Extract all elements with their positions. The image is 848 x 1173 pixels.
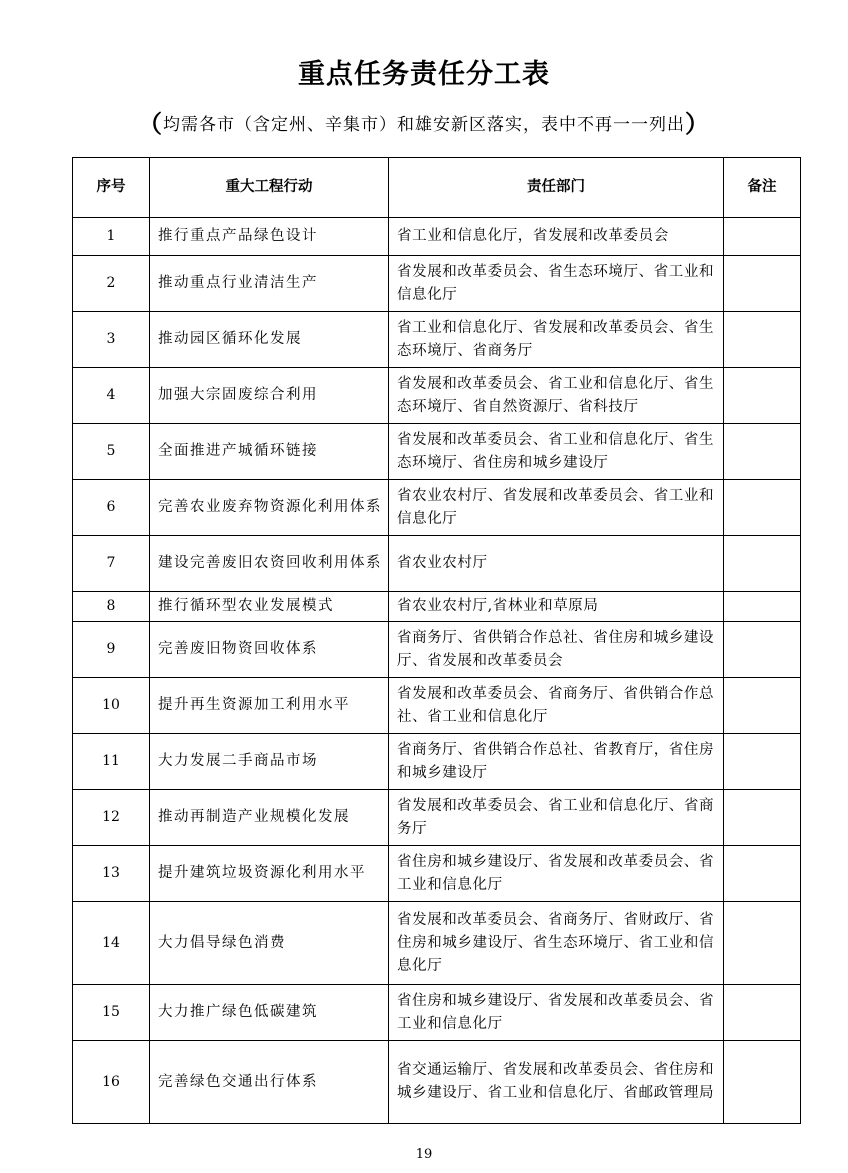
row-task: 加强大宗固废综合利用 xyxy=(150,368,389,424)
table-row xyxy=(73,902,801,985)
header-note: 备注 xyxy=(724,158,801,218)
row-dept: 省发展和改革委员会、省工业和信息化厅、省商务厅 xyxy=(389,790,724,846)
page-number: 19 xyxy=(415,1147,433,1162)
row-dept: 省发展和改革委员会、省商务厅、省供销合作总社、省工业和信息化厅 xyxy=(389,678,724,734)
row-number: 11 xyxy=(73,734,150,790)
row-task: 提升再生资源加工利用水平 xyxy=(150,678,389,734)
row-task: 大力推广绿色低碳建筑 xyxy=(150,985,389,1041)
table-row xyxy=(73,622,801,678)
row-task: 大力倡导绿色消费 xyxy=(150,902,389,985)
row-note xyxy=(724,622,801,678)
row-note xyxy=(724,985,801,1041)
row-note xyxy=(724,424,801,480)
table-row xyxy=(73,678,801,734)
row-dept: 省商务厅、省供销合作总社、省住房和城乡建设厅、省发展和改革委员会 xyxy=(389,622,724,678)
table-row xyxy=(73,734,801,790)
row-task: 完善农业废弃物资源化利用体系 xyxy=(150,480,389,536)
row-dept: 省住房和城乡建设厅、省发展和改革委员会、省工业和信息化厅 xyxy=(389,985,724,1041)
row-dept: 省农业农村厅,省林业和草原局 xyxy=(389,592,724,622)
table-row xyxy=(73,1041,801,1124)
subtitle-open-paren: （ xyxy=(138,109,163,138)
row-number: 5 xyxy=(73,424,150,480)
page-title: 重点任务责任分工表 xyxy=(298,59,550,90)
row-number: 2 xyxy=(73,256,150,312)
row-dept: 省发展和改革委员会、省工业和信息化厅、省生态环境厅、省自然资源厅、省科技厅 xyxy=(389,368,724,424)
row-note xyxy=(724,218,801,256)
row-note xyxy=(724,790,801,846)
row-number: 9 xyxy=(73,622,150,678)
header-no: 序号 xyxy=(73,158,150,218)
table-row xyxy=(73,256,801,312)
row-note xyxy=(724,480,801,536)
responsibility-table xyxy=(72,157,801,1124)
row-dept: 省住房和城乡建设厅、省发展和改革委员会、省工业和信息化厅 xyxy=(389,846,724,902)
table-row xyxy=(73,846,801,902)
row-number: 6 xyxy=(73,480,150,536)
row-note xyxy=(724,678,801,734)
table-row xyxy=(73,592,801,622)
row-task: 推行循环型农业发展模式 xyxy=(150,592,389,622)
row-note xyxy=(724,902,801,985)
subtitle-close-paren: ） xyxy=(685,109,710,138)
header-task: 重大工程行动 xyxy=(150,158,389,218)
table-header-row xyxy=(73,158,801,218)
row-task: 大力发展二手商品市场 xyxy=(150,734,389,790)
row-dept: 省农业农村厅 xyxy=(389,536,724,592)
row-task: 推动园区循环化发展 xyxy=(150,312,389,368)
table-row xyxy=(73,536,801,592)
row-task: 完善绿色交通出行体系 xyxy=(150,1041,389,1124)
row-number: 14 xyxy=(73,902,150,985)
row-number: 13 xyxy=(73,846,150,902)
row-number: 7 xyxy=(73,536,150,592)
row-note xyxy=(724,536,801,592)
table-row xyxy=(73,424,801,480)
row-note xyxy=(724,256,801,312)
row-number: 3 xyxy=(73,312,150,368)
row-task: 全面推进产城循环链接 xyxy=(150,424,389,480)
table-row xyxy=(73,368,801,424)
table-row xyxy=(73,312,801,368)
row-dept: 省交通运输厅、省发展和改革委员会、省住房和城乡建设厅、省工业和信息化厅、省邮政管理局 xyxy=(389,1041,724,1124)
header-dept: 责任部门 xyxy=(389,158,724,218)
row-number: 1 xyxy=(73,218,150,256)
table-row xyxy=(73,985,801,1041)
row-number: 16 xyxy=(73,1041,150,1124)
row-note xyxy=(724,1041,801,1124)
row-note xyxy=(724,368,801,424)
row-dept: 省商务厅、省供销合作总社、省教育厅，省住房和城乡建设厅 xyxy=(389,734,724,790)
row-note xyxy=(724,312,801,368)
row-task: 推动再制造产业规模化发展 xyxy=(150,790,389,846)
row-dept: 省农业农村厅、省发展和改革委员会、省工业和信息化厅 xyxy=(389,480,724,536)
row-note xyxy=(724,734,801,790)
row-task: 建设完善废旧农资回收利用体系 xyxy=(150,536,389,592)
row-task: 提升建筑垃圾资源化利用水平 xyxy=(150,846,389,902)
row-task: 推动重点行业清洁生产 xyxy=(150,256,389,312)
row-number: 15 xyxy=(73,985,150,1041)
row-number: 10 xyxy=(73,678,150,734)
row-note xyxy=(724,592,801,622)
row-note xyxy=(724,846,801,902)
row-number: 12 xyxy=(73,790,150,846)
row-number: 4 xyxy=(73,368,150,424)
row-dept: 省发展和改革委员会、省商务厅、省财政厅、省住房和城乡建设厅、省生态环境厅、省工业和信息化厅 xyxy=(389,902,724,985)
table-row xyxy=(73,218,801,256)
row-dept: 省工业和信息化厅、省发展和改革委员会、省生态环境厅、省商务厅 xyxy=(389,312,724,368)
table-row xyxy=(73,480,801,536)
row-dept: 省发展和改革委员会、省生态环境厅、省工业和信息化厅 xyxy=(389,256,724,312)
row-dept: 省发展和改革委员会、省工业和信息化厅、省生态环境厅、省住房和城乡建设厅 xyxy=(389,424,724,480)
row-task: 推行重点产品绿色设计 xyxy=(150,218,389,256)
table-row xyxy=(73,790,801,846)
row-number: 8 xyxy=(73,592,150,622)
row-dept: 省工业和信息化厅，省发展和改革委员会 xyxy=(389,218,724,256)
row-task: 完善废旧物资回收体系 xyxy=(150,622,389,678)
page-subtitle xyxy=(0,104,848,139)
subtitle-text: 均需各市（含定州、辛集市）和雄安新区落实，表中不再一一列出 xyxy=(163,115,685,135)
